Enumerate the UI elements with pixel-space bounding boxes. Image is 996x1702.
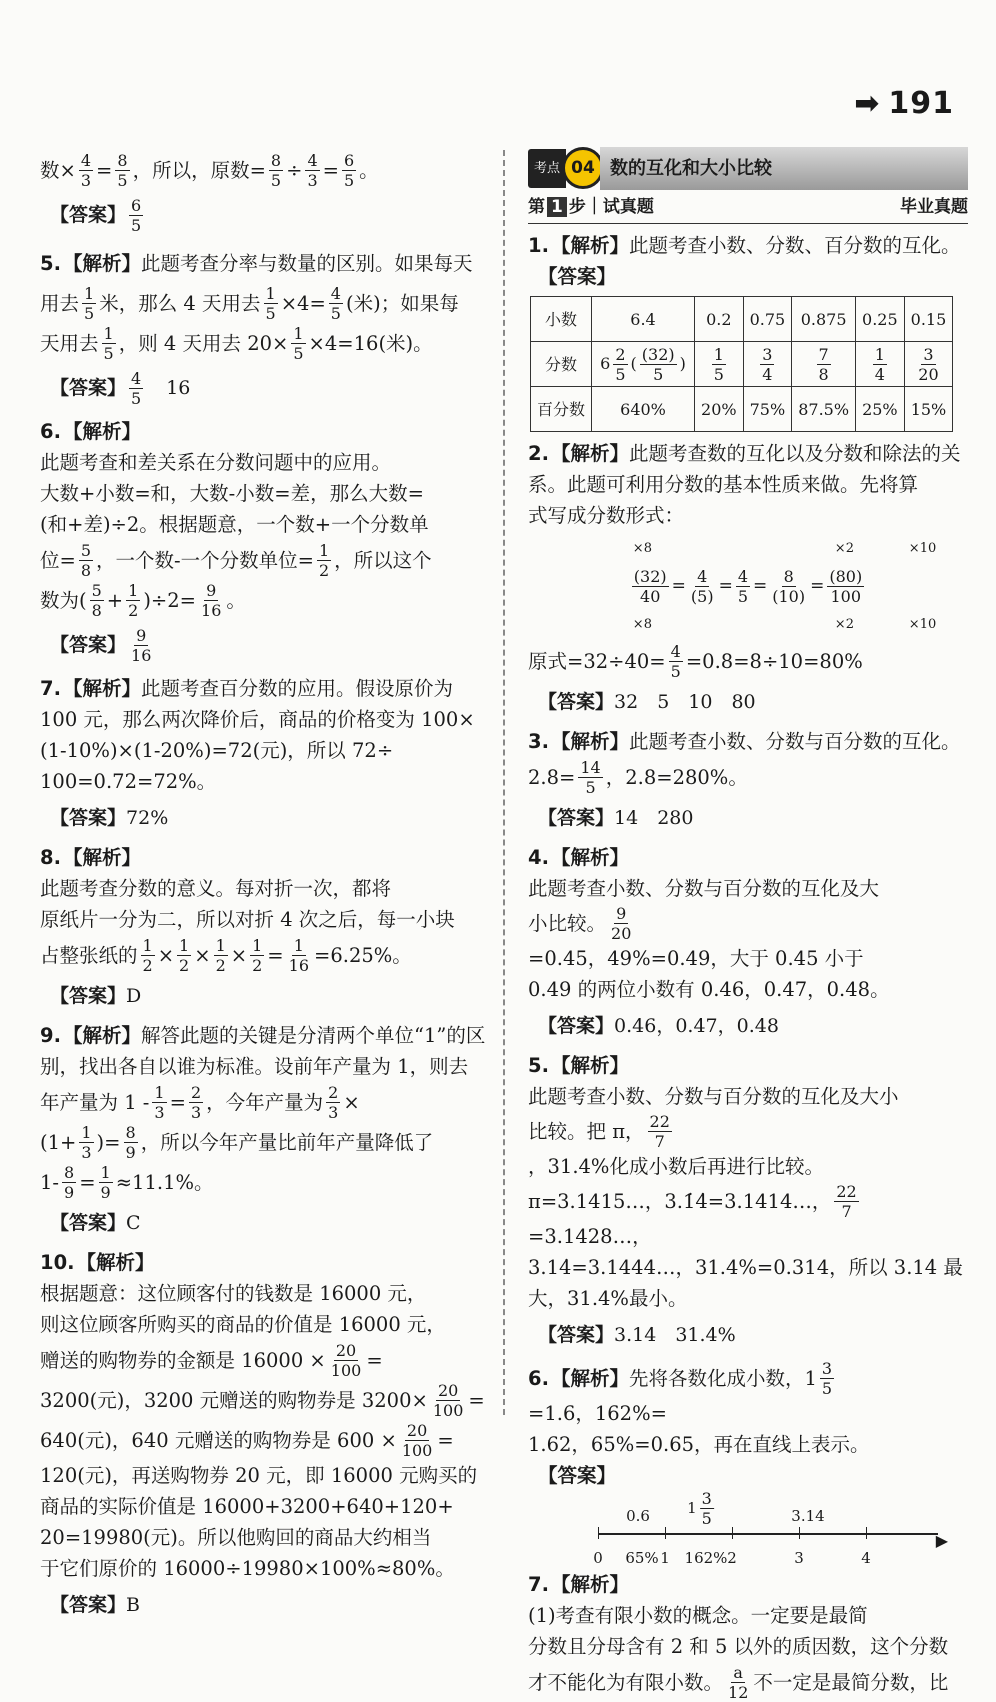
fraction: $\frac{4}{3}$: [307, 150, 318, 190]
question-r5: 5. 【解析】 此题考查小数、分数与百分数的互化及大小 比较。把 π， $\frac{22}{7}$ ，31.4%化成小数后再进行比较。 π=3.1415…，3.1̇4̇=3.1414…， $\frac{22}{7}$ =3.1428…， 3.14̇=3.1444…，31.4%=0.314，所以 3.14̇ 最 大，31.4%最小。: [528, 1054, 963, 1310]
answer-r5: 【答案】 3.14̇ 31.4%: [538, 1324, 736, 1346]
equivalent-fraction-chain: ×8 ×8 ×2 ×2 ×10 ×10 $\frac{(32)}{40}$ = $\frac{4}{(5)}$ = $\frac{4}{5}$ = $\frac{8}{(10)}$ = $\frac{(80)}{100}$: [632, 540, 937, 632]
question-r2: 2. 【解析】 此题考查数的互化以及分数和除法的关 系。此题可利用分数的基本性质来做。先将算 式写成分数形式：: [528, 442, 961, 527]
fraction: $\frac{8}{5}$: [117, 150, 128, 190]
answer-10: 【答案】 B: [50, 1594, 140, 1616]
answer-8: 【答案】 D: [50, 985, 142, 1007]
question-r3: 3. 【解析】 此题考查小数、分数与百分数的互化。 2.8= $\frac{14}{5}$ ，2.8=280%。: [528, 730, 961, 797]
question-10: 10. 【解析】 根据题意：这位顾客付的钱数是 16000 元， 则这位顾客所购买的商品的价值是 16000 元， 赠送的购物券的金额是 16000 × $\frac{20}{100}$ = 3200(元)，3200 元赠送的购物券是 3200× $\frac{20}{100}$ = 640(元)，640 元赠送的购物券是 600 × $\frac{20}{100}$ = 120(元)，再送购物券 20 元，即 16000 元购买的 商品的实际价值是 16000+3200+640+120+ 20=19980(元)。所以他购回的商品大约相当 于它们原价的 16000÷19980×100%≈80%。: [40, 1251, 485, 1580]
question-7: 7. 【解析】 此题考查百分数的应用。假设原价为 100 元，那么两次降价后，商品的价格变为 100× (1-10%)×(1-20%)=72(元)，所以 72÷ 100=0.72=72%。: [40, 677, 475, 793]
right-column: 考点 04 数的互化和大小比较 第 1 步｜试真题 毕业真题 1. 【解析】 此题考查小数、分数、百分数的互化。 【答案】 小数 6.4 0.2 0.75 0.875 0.25 0.15 分数 6 $\frac{2}{5}$ ( $\frac{(32)}{5}$ ) $\frac{1}{5}$ $\frac{3}{4}$ $\frac{7}{8}$ $\frac{1}{4}$ $\frac{3}{20}$ 百分数 640% 20% 75% 87.5% 25% 15% 2. 【解析】 此题考查数的互化以及分数和除法的关 系。此题可利用分数的基本性质来做。先将算 式写成分数形式： ×8 ×8 ×2 ×2 ×10 ×10 $\frac{(32)}{40}$ = $\frac{4}{(5)}$ = $\frac{4}{5}$ = $\frac{8}{(10)}$ = $\frac{(80)}{100}$ 原式=32÷40= $\frac{4}{5}$ =0.8=8÷10=80% 【答案】 32 5 10 80 3. 【解析】 此题考查小数、分数与百分数的互化。 2.8= $\frac{14}{5}$ ，2.8=280%。 【答案】 14 280 4. 【解析】 此题考查小数、分数与百分数的互化及大 小比较。 $\frac{9}{20}$ =0.45，49%=0.49，大于 0.45 小于 0.49 的两位小数有 0.46，0.47，0.48。 【答案】 0.46，0.47，0.48 5. 【解析】 此题考查小数、分数与百分数的互化及大小 比较。把 π， $\frac{22}{7}$ ，31.4%化成小数后再进行比较。 π=3.1415…，3.1̇4̇=3.1414…， $\frac{22}{7}$ =3.1428…， 3.14̇=3.1444…，31.4%=0.314，所以 3.14̇ 最 大，31.4%最小。 【答案】 3.14̇ 31.4% 6. 【解析】 先将各数化成小数，1 $\frac{3}{5}$ =1.6，162%= 1.62，65%=0.65，再在直线上表示。 【答案】 ▶ 0 1 2 3 4 65% 162% 0.6 1 $\frac{3}{5}$ 3.14 7. 【解析】 (1)考查有限小数的概念。一定要是最简 分数且分母含有 2 和 5 以外的质因数，这个分数 才不能化为有限小数。 $\frac{a}{12}$ 不一定是最简分数，比: [528, 150, 968, 1702]
page-number: ➡ 191: [854, 86, 954, 121]
answer-5: 【答案】 $\frac{4}{5}$ 16: [50, 369, 191, 408]
question-5: 5. 【解析】 此题考查分率与数量的区别。如果每天 用去 $\frac{1}{5}$ 米，那么 4 天用去 $\frac{1}{5}$ ×4= $\frac{4}{5}$ (米)；如果每 天用去 $\frac{1}{5}$ ，则 4 天用去 20× $\frac{1}{5}$ ×4=16(米)。: [40, 251, 473, 363]
question-6: 6. 【解析】 此题考查和差关系在分数问题中的应用。 大数+小数=和，大数-小数=差，那么大数= (和+差)÷2。根据题意，一个数+一个分数单 位= $\frac{5}{8}$ ，一个数-一个分数单位= $\frac{1}{2}$ ，所以这个 数为( $\frac{5}{8}$ + $\frac{1}{2}$ )÷2= $\frac{9}{16}$ 。: [40, 420, 432, 620]
left-column: [40, 150, 490, 1629]
question-9: 9. 【解析】 解答此题的关键是分清两个单位“1”的区 别，找出各自以谁为标准。设前年产量为 1，则去 年产量为 1 - $\frac{1}{3}$ = $\frac{2}{3}$ ，今年产量为 $\frac{2}{3}$ × (1+ $\frac{1}{3}$ )= $\frac{8}{9}$ ，所以今年产量比前年产量降低了 1- $\frac{8}{9}$ = $\frac{1}{9}$ ≈11.1%。: [40, 1024, 486, 1202]
answer-label: 【答案】: [538, 1464, 617, 1487]
conversion-table: 小数 6.4 0.2 0.75 0.875 0.25 0.15 分数 6 $\frac{2}{5}$ ( $\frac{(32)}{5}$ ) $\frac{1}{5}$ $\frac{3}{4}$ $\frac{7}{8}$ $\frac{1}{4}$ $\frac{3}{20}$ 百分数 640% 20% 75% 87.5% 25% 15%: [530, 296, 953, 432]
number-line: ▶ 0 1 2 3 4 65% 162% 0.6 1 $\frac{3}{5}$ 3.14: [593, 1489, 948, 1567]
question-r4: 4. 【解析】 此题考查小数、分数与百分数的互化及大 小比较。 $\frac{9}{20}$ =0.45，49%=0.49，大于 0.45 小于 0.49 的两位小数有 0.46，0.47，0.48。: [528, 846, 890, 1001]
question-r1: 1. 【解析】 此题考查小数、分数、百分数的互化。: [528, 234, 961, 257]
answer-label: 【答案】: [538, 265, 617, 288]
topic-number-badge: 04: [562, 147, 604, 189]
question-r6: 6. 【解析】 先将各数化成小数，1 $\frac{3}{5}$ =1.6，162%= 1.62，65%=0.65，再在直线上表示。: [528, 1359, 870, 1456]
arrow-icon: ➡: [854, 86, 881, 121]
answer-r4: 【答案】 0.46，0.47，0.48: [538, 1015, 779, 1037]
answer-r3: 【答案】 14 280: [538, 807, 694, 829]
answer-6: 【答案】 $\frac{9}{16}$: [50, 626, 152, 665]
section-header: [528, 150, 968, 186]
column-divider: [503, 150, 505, 1415]
answer-r2: 【答案】 32 5 10 80: [538, 691, 756, 713]
answer-7: 【答案】 72%: [50, 807, 169, 829]
kaodian-label: 考点: [528, 149, 566, 188]
answer-9: 【答案】 C: [50, 1212, 141, 1234]
question-8: 8. 【解析】 此题考查分数的意义。每对折一次，都将 原纸片一分为二，所以对折 4 次之后，每一小块 占整张纸的 $\frac{1}{2}$ × $\frac{1}{2}$ × $\frac{1}{2}$ × $\frac{1}{2}$ = $\frac{1}{16}$ =6.25%。: [40, 846, 455, 975]
question-r7: 7. 【解析】 (1)考查有限小数的概念。一定要是最简 分数且分母含有 2 和 5 以外的质因数，这个分数 才不能化为有限小数。 $\frac{a}{12}$ 不一定是最简分数，比: [528, 1573, 949, 1702]
fraction: $\frac{4}{3}$: [80, 150, 92, 190]
fraction: $\frac{6}{5}$: [343, 150, 355, 190]
topic-title: 数的互化和大小比较: [600, 147, 968, 190]
answer-p4: 【答案】 $\frac{6}{5}$: [50, 196, 142, 235]
p4-tail: 数× $\frac{4}{3}$ = $\frac{8}{5}$ ，所以，原数= $\frac{8}{5}$ ÷ $\frac{4}{3}$ = $\frac{6}{5}$ 。: [40, 150, 379, 190]
fraction: $\frac{8}{5}$: [270, 150, 282, 190]
step-header: 第 1 步｜试真题 毕业真题: [528, 192, 968, 224]
